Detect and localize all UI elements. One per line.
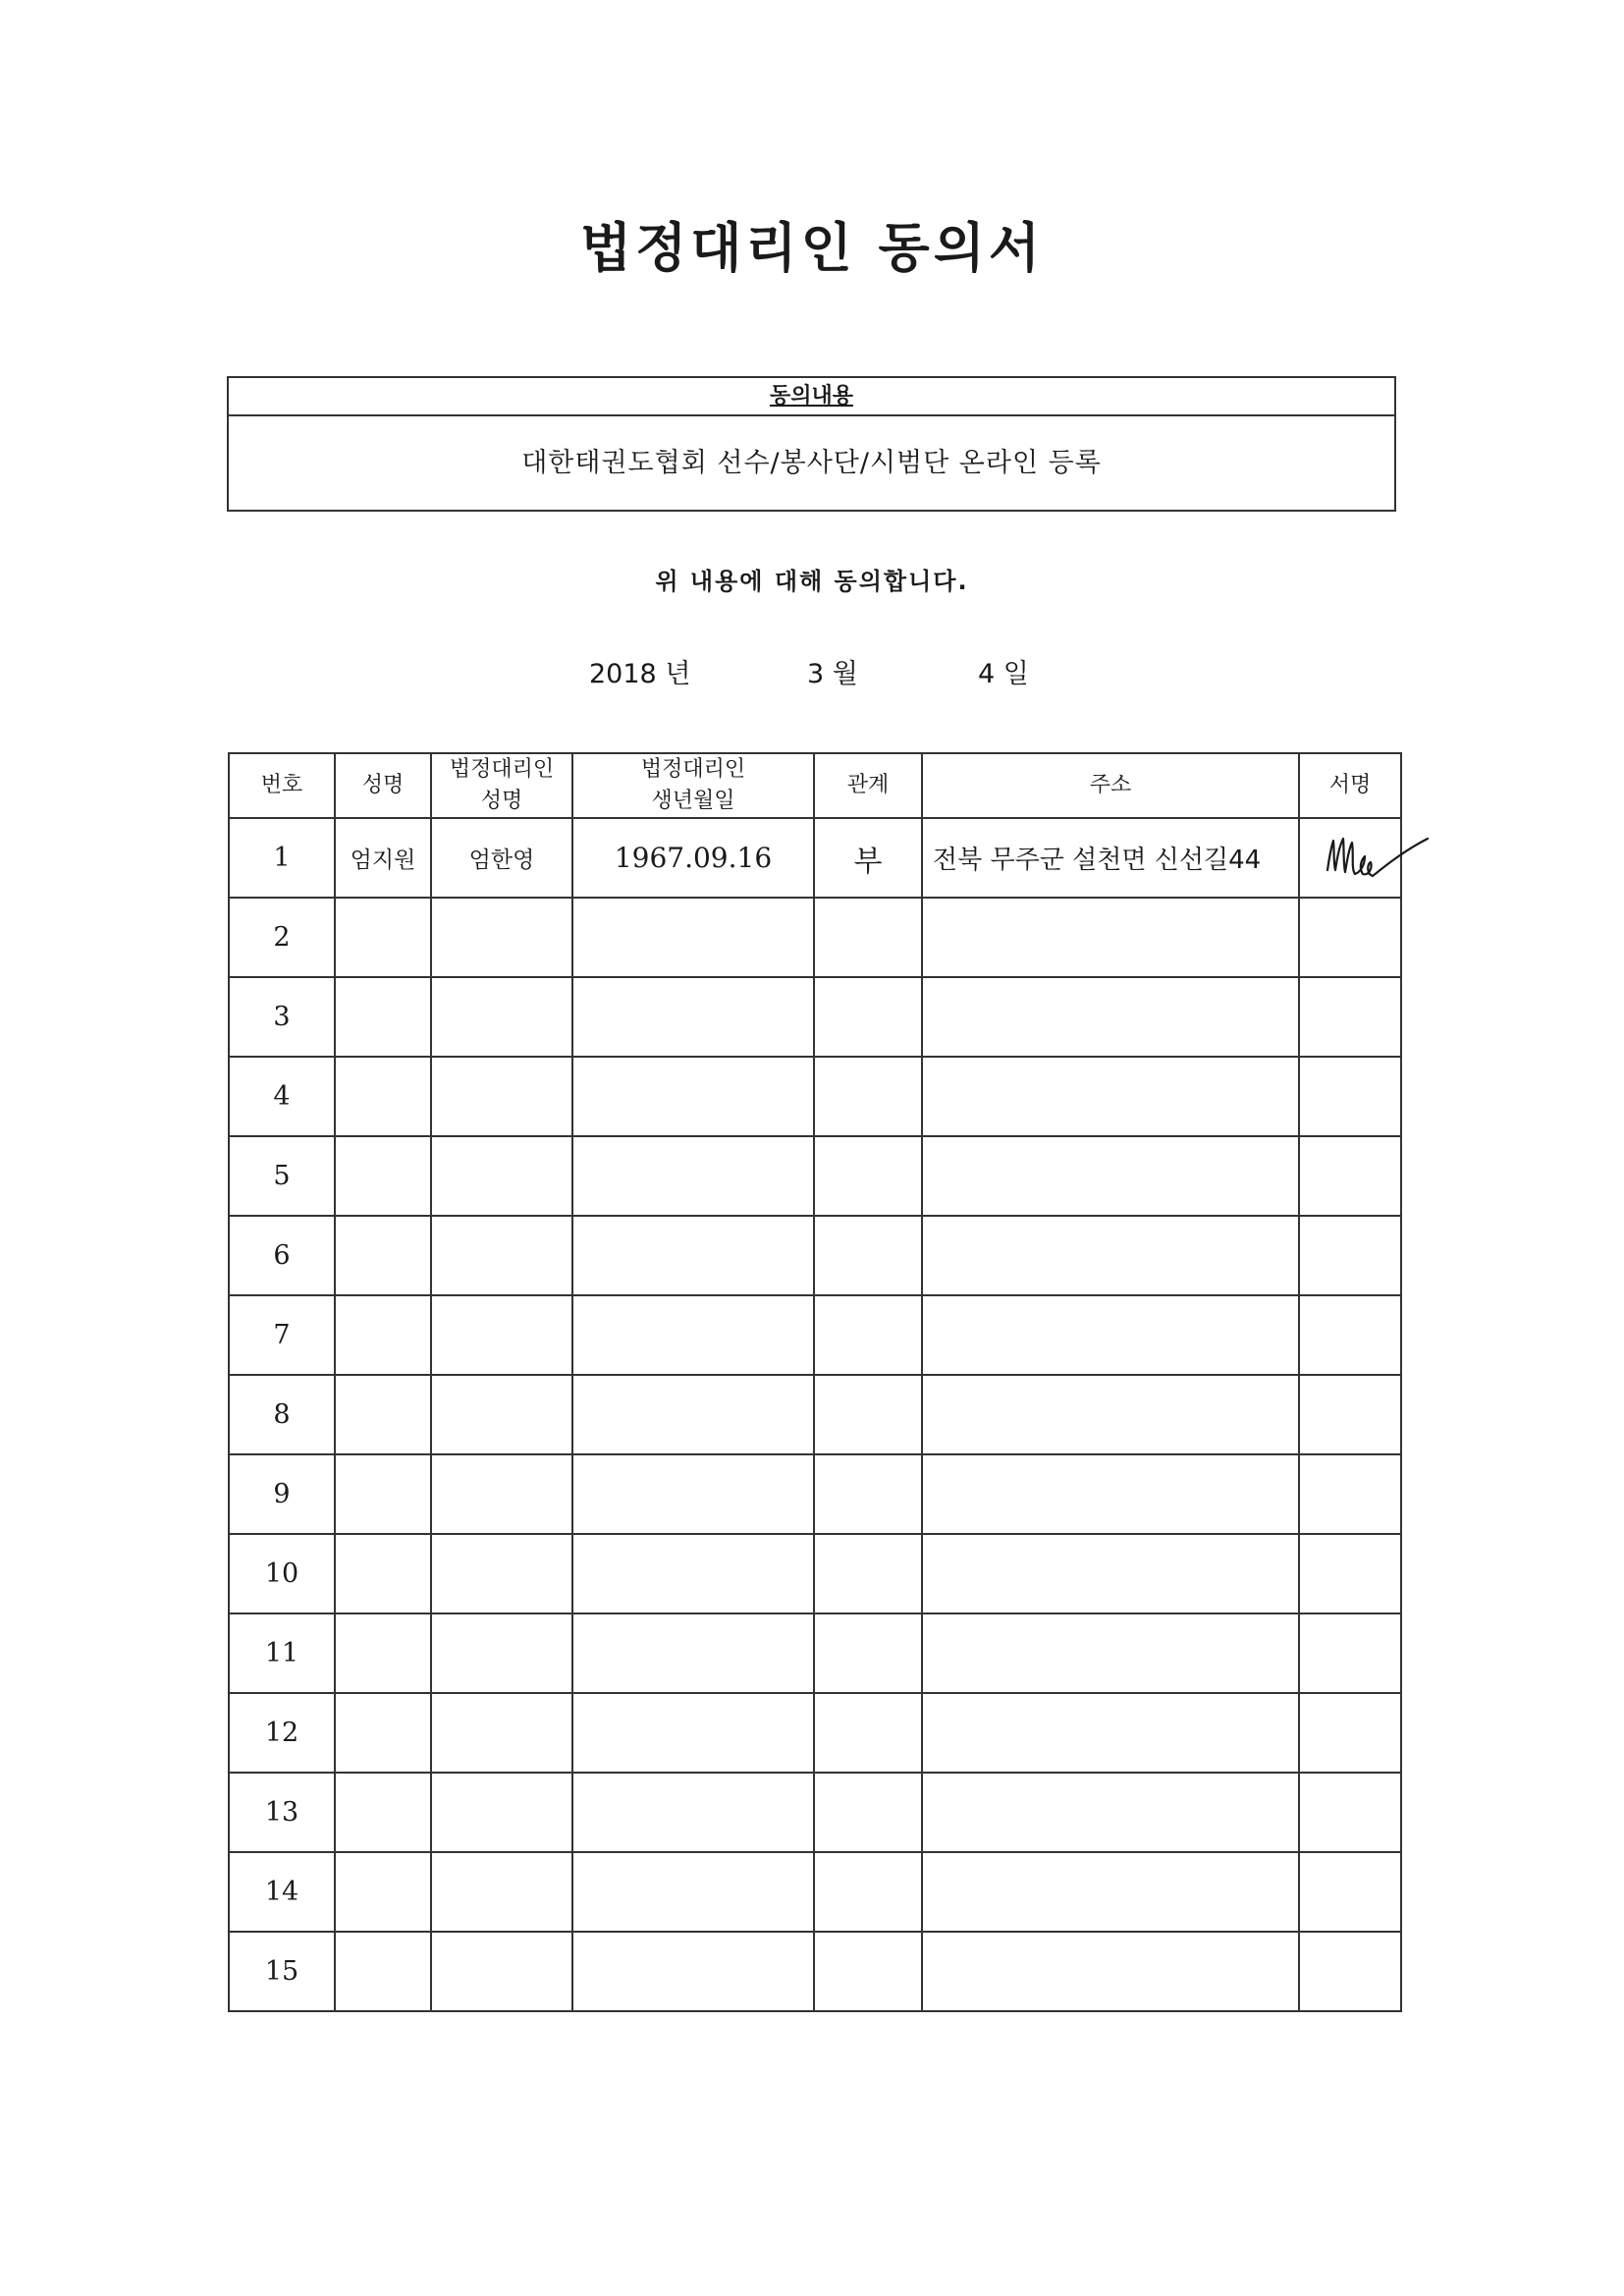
- cell-address: [922, 1932, 1299, 2011]
- cell-address: [922, 1613, 1299, 1693]
- cell-signature: [1299, 1136, 1401, 1216]
- cell-guardian-name: 엄한영: [431, 818, 572, 898]
- cell-relation: [814, 1295, 922, 1375]
- cell-name: [335, 1454, 431, 1534]
- cell-name: [335, 1216, 431, 1295]
- table-row: [229, 1136, 1401, 1216]
- cell-guardian-name: [431, 1773, 572, 1852]
- cell-address: [922, 1534, 1299, 1613]
- cell-guardian-name: [431, 977, 572, 1057]
- cell-number: 5: [229, 1136, 335, 1216]
- consent-content-box: [227, 376, 1396, 512]
- table-row: [229, 1375, 1401, 1454]
- cell-address: [922, 1693, 1299, 1773]
- cell-name: [335, 1693, 431, 1773]
- cell-signature: [1299, 977, 1401, 1057]
- cell-number: 6: [229, 1216, 335, 1295]
- cell-signature: [1299, 1375, 1401, 1454]
- cell-relation: [814, 1773, 922, 1852]
- cell-relation: [814, 1136, 922, 1216]
- cell-name: [335, 1773, 431, 1852]
- table-row: [229, 1932, 1401, 2011]
- cell-relation: [814, 1375, 922, 1454]
- header-guardian-name: [431, 753, 572, 818]
- table-row: [229, 1295, 1401, 1375]
- cell-name: [335, 1932, 431, 2011]
- date-month-unit: 월: [832, 659, 858, 689]
- cell-guardian-birth: [572, 1852, 814, 1932]
- cell-relation: [814, 1216, 922, 1295]
- cell-guardian-name: [431, 1216, 572, 1295]
- cell-number: 15: [229, 1932, 335, 2011]
- cell-relation: [814, 1057, 922, 1136]
- cell-name: [335, 1375, 431, 1454]
- cell-guardian-birth: [572, 1773, 814, 1852]
- cell-address: [922, 1057, 1299, 1136]
- cell-number: 11: [229, 1613, 335, 1693]
- consent-content: 대한태권도협회 선수/봉사단/시범단 온라인 등록: [521, 448, 1102, 478]
- cell-number: 8: [229, 1375, 335, 1454]
- table-row: [229, 1852, 1401, 1932]
- cell-name: 엄지원: [335, 818, 431, 898]
- consent-heading: 동의내용: [769, 384, 853, 409]
- cell-signature: [1299, 1295, 1401, 1375]
- cell-name: [335, 1295, 431, 1375]
- cell-guardian-birth: [572, 977, 814, 1057]
- cell-guardian-name: [431, 1375, 572, 1454]
- header-number: 번호: [229, 753, 335, 818]
- cell-number: 3: [229, 977, 335, 1057]
- table-row: [229, 1773, 1401, 1852]
- cell-guardian-name: [431, 1613, 572, 1693]
- cell-guardian-birth: [572, 1454, 814, 1534]
- date-month-value: 3: [807, 659, 825, 689]
- header-signature: 서명: [1299, 753, 1401, 818]
- cell-number: 7: [229, 1295, 335, 1375]
- cell-address: [922, 1454, 1299, 1534]
- table-row: [229, 1216, 1401, 1295]
- cell-signature: [1299, 1773, 1401, 1852]
- cell-name: [335, 977, 431, 1057]
- table-row: [229, 1057, 1401, 1136]
- header-name: 성명: [335, 753, 431, 818]
- table-row: [229, 1613, 1401, 1693]
- cell-guardian-name: [431, 1454, 572, 1534]
- cell-address: [922, 977, 1299, 1057]
- cell-guardian-name: [431, 1534, 572, 1613]
- table-row: [229, 977, 1401, 1057]
- cell-number: 13: [229, 1773, 335, 1852]
- date-year-value: 2018: [589, 659, 657, 689]
- cell-guardian-birth: [572, 1295, 814, 1375]
- cell-signature: [1299, 1693, 1401, 1773]
- date-day-value: 4: [978, 659, 996, 689]
- cell-relation: [814, 1613, 922, 1693]
- cell-name: [335, 898, 431, 977]
- cell-guardian-birth: [572, 1534, 814, 1613]
- header-guardian-name-line2: 성명: [480, 789, 523, 813]
- cell-name: [335, 1613, 431, 1693]
- handwritten-signature: [1322, 821, 1430, 882]
- cell-guardian-birth: [572, 1693, 814, 1773]
- document-title: 법정대리인 동의서: [579, 216, 1045, 279]
- header-relation: 관계: [814, 753, 922, 818]
- cell-name: [335, 1136, 431, 1216]
- table-row: [229, 818, 1401, 898]
- cell-signature: [1299, 1216, 1401, 1295]
- cell-guardian-birth: [572, 1613, 814, 1693]
- date-day: [978, 652, 1029, 690]
- cell-relation: [814, 1454, 922, 1534]
- cell-address: [922, 1773, 1299, 1852]
- cell-number: 1: [229, 818, 335, 898]
- cell-guardian-birth: [572, 1216, 814, 1295]
- cell-guardian-birth: [572, 1057, 814, 1136]
- header-guardian-birth-line2: 생년월일: [651, 789, 735, 813]
- header-guardian-birth: [572, 753, 814, 818]
- guardian-registry-table: [228, 752, 1402, 2012]
- cell-number: 14: [229, 1852, 335, 1932]
- cell-guardian-birth: [572, 1375, 814, 1454]
- cell-guardian-birth: [572, 1932, 814, 2011]
- cell-address: 전북 무주군 설천면 신선길44: [922, 818, 1299, 898]
- cell-address: [922, 1852, 1299, 1932]
- cell-relation: [814, 1932, 922, 2011]
- cell-guardian-birth: 1967.09.16: [572, 818, 814, 898]
- cell-signature: [1299, 1932, 1401, 2011]
- table-row: [229, 1454, 1401, 1534]
- date-year: [589, 652, 690, 690]
- cell-address: [922, 1375, 1299, 1454]
- cell-guardian-name: [431, 1693, 572, 1773]
- table-row: [229, 898, 1401, 977]
- cell-number: 4: [229, 1057, 335, 1136]
- cell-relation: 부: [814, 818, 922, 898]
- cell-guardian-name: [431, 898, 572, 977]
- cell-signature: [1299, 1057, 1401, 1136]
- cell-guardian-birth: [572, 898, 814, 977]
- cell-signature: [1299, 898, 1401, 977]
- agreement-statement: 위 내용에 대해 동의합니다.: [655, 568, 969, 595]
- cell-signature: [1299, 1454, 1401, 1534]
- cell-number: 2: [229, 898, 335, 977]
- table-header-row: [229, 753, 1401, 818]
- table-row: [229, 1534, 1401, 1613]
- cell-relation: [814, 898, 922, 977]
- cell-address: [922, 1216, 1299, 1295]
- cell-guardian-name: [431, 1932, 572, 2011]
- cell-guardian-birth: [572, 1136, 814, 1216]
- cell-relation: [814, 977, 922, 1057]
- cell-name: [335, 1057, 431, 1136]
- cell-guardian-name: [431, 1057, 572, 1136]
- cell-signature: [1299, 818, 1401, 898]
- cell-number: 10: [229, 1534, 335, 1613]
- cell-relation: [814, 1852, 922, 1932]
- cell-guardian-name: [431, 1136, 572, 1216]
- date-year-unit: 년: [665, 659, 691, 689]
- header-address: 주소: [922, 753, 1299, 818]
- table-body: [229, 818, 1401, 2011]
- cell-number: 12: [229, 1693, 335, 1773]
- cell-guardian-name: [431, 1852, 572, 1932]
- cell-name: [335, 1852, 431, 1932]
- cell-signature: [1299, 1613, 1401, 1693]
- consent-heading-row: [229, 378, 1394, 416]
- cell-signature: [1299, 1852, 1401, 1932]
- header-guardian-name-line1: 법정대리인: [449, 757, 555, 782]
- cell-signature: [1299, 1534, 1401, 1613]
- cell-number: 9: [229, 1454, 335, 1534]
- table-row: [229, 1693, 1401, 1773]
- cell-name: [335, 1534, 431, 1613]
- date-month: [807, 652, 858, 690]
- cell-guardian-name: [431, 1295, 572, 1375]
- date-day-unit: 일: [1002, 659, 1029, 689]
- cell-relation: [814, 1534, 922, 1613]
- header-guardian-birth-line1: 법정대리인: [640, 757, 746, 782]
- cell-relation: [814, 1693, 922, 1773]
- cell-address: [922, 898, 1299, 977]
- cell-address: [922, 1136, 1299, 1216]
- cell-address: [922, 1295, 1299, 1375]
